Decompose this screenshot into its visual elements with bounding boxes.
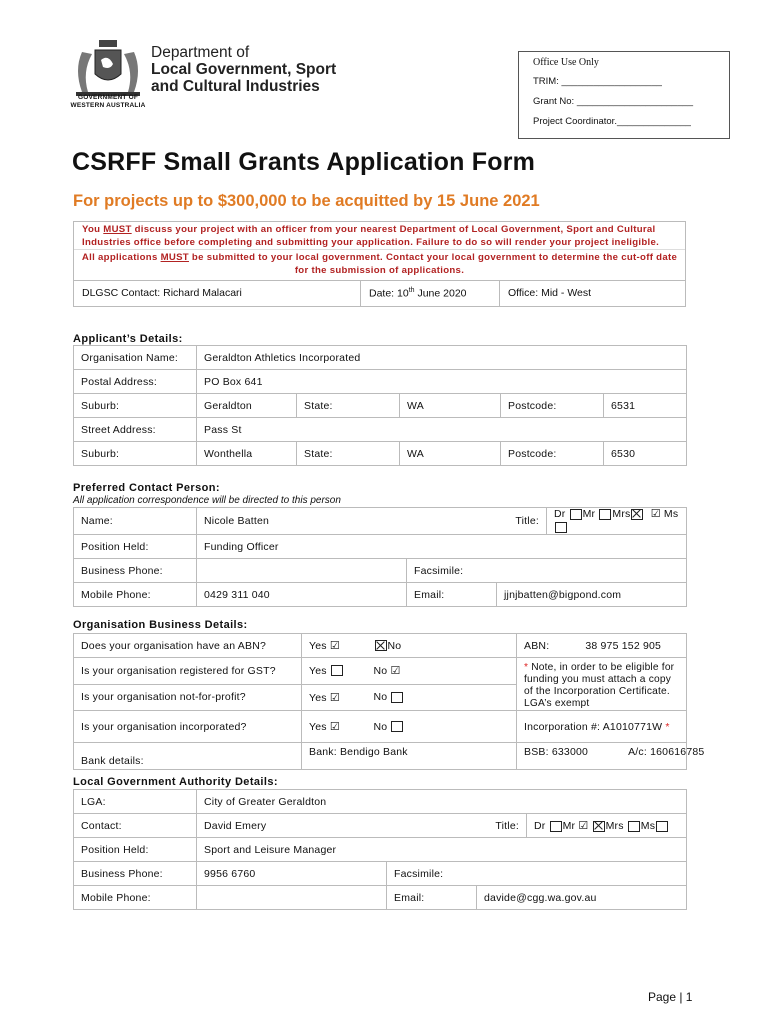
department-name: Department of Local Government, Sport and Cultural Industries bbox=[151, 44, 337, 95]
warning-text-2: All applications MUST be submitted to your local government. Contact your local government to determine the cut-off date for the submission of applications. bbox=[74, 249, 685, 280]
org-name-field[interactable]: Geraldton Athletics Incorporated bbox=[197, 346, 687, 370]
lga-mobile-field[interactable] bbox=[197, 886, 387, 910]
dlgsc-date: Date: 10th June 2020 bbox=[361, 281, 500, 306]
lga-name-field[interactable]: City of Greater Geraldton bbox=[197, 790, 687, 814]
warning-text-1: You MUST discuss your project with an officer from your nearest Department of Local Government, Sport and Cultural Industries office before completing and submitting your application. Failure to do so will render your project ineligible. bbox=[82, 224, 660, 248]
business-table: Does your organisation have an ABN? Yes ☑ No ABN: 38 975 152 905 Is your organisation registered for GST? Yes No ☑ * Note, in order to be eligible for funding you must attach a copy of the Incorporation Certificate. LGA’s exempt Is your organisation not-for-profit? Yes ☑ No Is your organisation incorporated? Yes ☑ No Incorporation #: A1010771W * Bank details: Bank: Bendigo Bank BSB: 633000 A/c: 160616785 bbox=[73, 633, 687, 770]
incorporation-note: * Note, in order to be eligible for funding you must attach a copy of the Incorporation Certificate. LGA’s exempt bbox=[517, 658, 687, 711]
lga-email-field[interactable]: davide@cgg.wa.gov.au bbox=[477, 886, 687, 910]
contact-heading: Preferred Contact Person: bbox=[73, 482, 220, 494]
lga-table: LGA: City of Greater Geraldton Contact: David Emery Title: Dr Mr ☑ Mrs Ms Position Held: Sport and Leisure Manager Business Phone: 9956 6760 Facsimile: Mobile Phone: Email: davide@cgg.wa.gov.au bbox=[73, 789, 687, 910]
lga-contact-field[interactable]: David Emery bbox=[197, 814, 477, 838]
dlgsc-contact: DLGSC Contact: Richard Malacari bbox=[74, 281, 361, 306]
dlgsc-office: Office: Mid - West bbox=[508, 287, 592, 299]
suburb-field[interactable]: Geraldton bbox=[197, 394, 297, 418]
business-heading: Organisation Business Details: bbox=[73, 619, 248, 631]
contact-note: All application correspondence will be directed to this person bbox=[73, 495, 341, 506]
incorporation-number: Incorporation #: A1010771W * bbox=[517, 711, 687, 743]
lga-business-phone-field[interactable]: 9956 6760 bbox=[197, 862, 387, 886]
wa-crest-logo bbox=[68, 38, 148, 100]
postcode-field[interactable]: 6531 bbox=[604, 394, 687, 418]
suburb-field-2[interactable]: Wonthella bbox=[197, 442, 297, 466]
state-field-2[interactable]: WA bbox=[400, 442, 501, 466]
contact-table: Name: Nicole Batten Title: Dr Mr Mrs ☑ Ms Position Held: Funding Officer Business Phone: Facsimile: Mobile Phone: 0429 311 040 Email: jjnjbatten@bigpond.com bbox=[73, 507, 687, 607]
contact-business-phone-field[interactable] bbox=[197, 559, 407, 583]
contact-email-field[interactable]: jjnjbatten@bigpond.com bbox=[497, 583, 687, 607]
warning-box bbox=[73, 221, 686, 307]
lga-heading: Local Government Authority Details: bbox=[73, 776, 278, 788]
contact-mobile-field[interactable]: 0429 311 040 bbox=[197, 583, 407, 607]
page-subtitle: For projects up to $300,000 to be acquitted by 15 June 2021 bbox=[73, 192, 540, 210]
street-address-field[interactable]: Pass St bbox=[197, 418, 687, 442]
lga-title-options[interactable]: Dr Mr ☑ Mrs Ms bbox=[527, 814, 687, 838]
postcode-field-2[interactable]: 6530 bbox=[604, 442, 687, 466]
state-field[interactable]: WA bbox=[400, 394, 501, 418]
contact-title-options[interactable]: Dr Mr Mrs ☑ Ms bbox=[547, 508, 687, 535]
postal-address-field[interactable]: PO Box 641 bbox=[197, 370, 687, 394]
page-number: Page | 1 bbox=[648, 990, 693, 1004]
office-use-box: Office Use Only TRIM: ___________________ Grant No: ______________________ Project Coordinator.______________ bbox=[518, 51, 730, 139]
government-label: GOVERNMENT OF WESTERN AUSTRALIA bbox=[70, 94, 146, 109]
applicant-table: Organisation Name: Geraldton Athletics Incorporated Postal Address: PO Box 641 Suburb: Geraldton State: WA Postcode: 6531 Street Address: Pass St Suburb: Wonthella State: WA Postcode: 6530 bbox=[73, 345, 687, 466]
bank-name-field[interactable]: Bank: Bendigo Bank bbox=[302, 743, 517, 770]
contact-name-field[interactable]: Nicole Batten bbox=[197, 508, 497, 535]
lga-position-field[interactable]: Sport and Leisure Manager bbox=[197, 838, 387, 862]
applicant-heading: Applicant’s Details: bbox=[73, 333, 183, 345]
contact-position-field[interactable]: Funding Officer bbox=[197, 535, 687, 559]
page-title: CSRFF Small Grants Application Form bbox=[72, 148, 536, 176]
